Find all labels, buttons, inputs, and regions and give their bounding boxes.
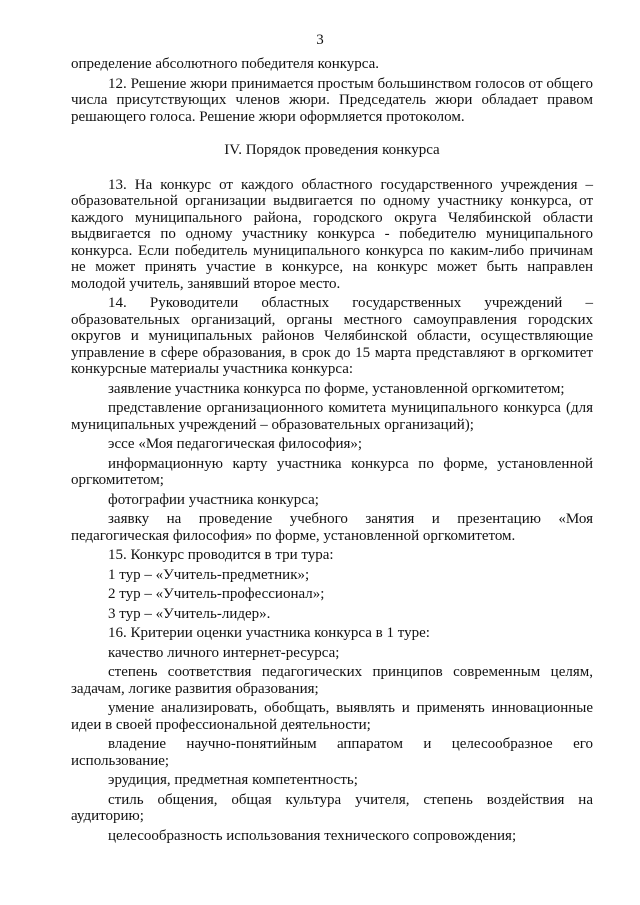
list-item: 1 тур – «Учитель-предметник»;	[108, 566, 310, 583]
list-item: владение научно-понятийным аппаратом и целесообразное его использование;	[71, 736, 593, 769]
paragraph-continuation: определение абсолютного победителя конкурса.	[71, 56, 380, 72]
list-item: качество личного интернет-ресурса;	[108, 644, 340, 661]
paragraph-item-12: 12. Решение жюри принимается простым большинством голосов от общего числа присутствующих членов жюри. Председатель жюри обладает правом решающего голоса. Решение жюри оформляется протоколом.	[71, 75, 593, 125]
list-item: заявку на проведение учебного занятия и презентацию «Моя педагогическая философия» по форме, установленной оргкомитетом.	[71, 511, 593, 544]
list-item: заявление участника конкурса по форме, установленной оргкомитетом;	[108, 380, 565, 397]
paragraph-item-13: 13. На конкурс от каждого областного государственного учреждения – образовательной организации выдвигается по одному участнику конкурса, от каждого муниципального района, городского округа Челябинской области выдвигается по одному участнику конкурса - победителю муниципального конкурса. Если победитель муниципального конкурса по каким-либо причинам не может принять участие в конкурсе, на конкурс может быть направлен молодой учитель, занявший второе место.	[71, 176, 593, 292]
list-item: 3 тур – «Учитель-лидер».	[108, 605, 271, 622]
document-body	[71, 56, 593, 847]
list-item: информационную карту участника конкурса по форме, установленной оргкомитетом;	[71, 455, 593, 488]
list-item: целесообразность использования технического сопровождения;	[108, 827, 517, 844]
list-item: умение анализировать, обобщать, выявлять и применять инновационные идеи в своей профессиональной деятельности;	[71, 700, 593, 733]
section-heading: IV. Порядок проведения конкурса	[224, 142, 440, 158]
list-item: эссе «Моя педагогическая философия»;	[108, 436, 363, 452]
list-item: эрудиция, предметная компетентность;	[108, 772, 358, 788]
list-item: фотографии участника конкурса;	[108, 491, 319, 508]
paragraph-item-15: 15. Конкурс проводится в три тура:	[108, 547, 334, 563]
list-item: стиль общения, общая культура учителя, степень воздействия на аудиторию;	[71, 791, 593, 824]
paragraph-item-14: 14. Руководители областных государственных учреждений – образовательных организаций, органы местного самоуправления городских округов и муниципальных районов Челябинской области, осуществляющие управление в сфере образования, в срок до 15 марта представляют в оргкомитет конкурсные материалы участника конкурса:	[71, 295, 593, 377]
list-item: степень соответствия педагогических принципов современным целям, задачам, логике развития образования;	[71, 664, 593, 697]
list-item: 2 тур – «Учитель-профессионал»;	[108, 586, 325, 602]
paragraph-item-16: 16. Критерии оценки участника конкурса в 1 туре:	[108, 625, 430, 641]
page-number: 3	[316, 32, 324, 48]
list-item: представление организационного комитета муниципального конкурса (для муниципальных учреждений – образовательных организаций);	[71, 400, 593, 433]
